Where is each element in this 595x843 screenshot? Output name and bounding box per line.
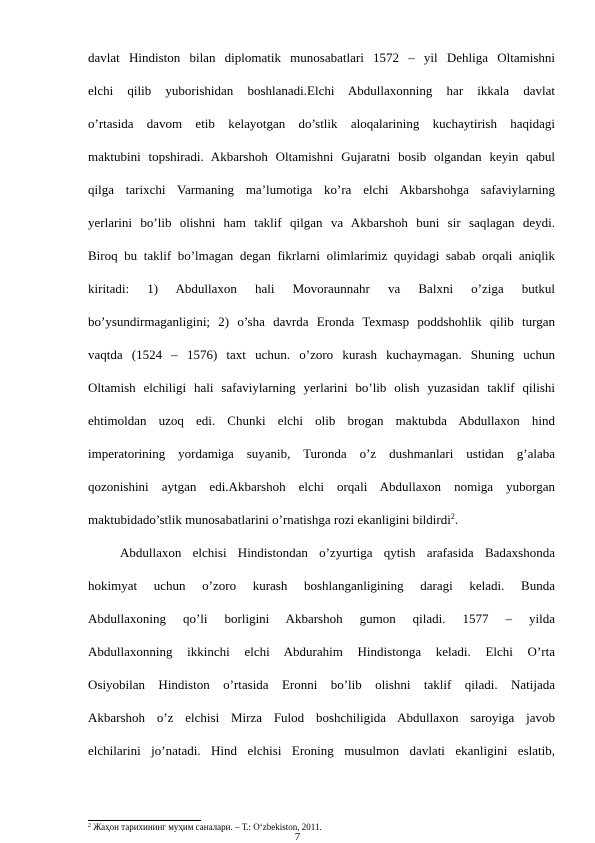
sentence-end: . xyxy=(454,512,459,527)
text-line: davlat Hindiston bilan diplomatik munosabatlari 1572 – yil Dehliga Oltamishni xyxy=(88,50,555,65)
paragraph-first-line: Abdullaxon elchisi Hindistondan o’zyurtiga qytish arafasida Badaxshonda xyxy=(120,545,555,560)
text-line: Akbarshoh o’z elchisi Mirza Fulod boshchiligida Abdullaxon saroyiga javob xyxy=(88,710,555,725)
text-line: imperatorining yordamiga suyanib, Turonda o’z dushmanlari ustidan g’alaba xyxy=(88,446,555,461)
footnote-separator xyxy=(88,820,201,821)
text-line: yerlarini bo’lib olishni ham taklif qilgan va Akbarshoh buni sir saqlagan deydi. xyxy=(88,215,555,230)
text-line: Oltamish elchiligi hali safaviylarning yerlarini bo’lib olish yuzasidan taklif qilishi xyxy=(88,380,555,395)
paragraph-end-line xyxy=(88,512,555,528)
text-line: maktubini topshiradi. Akbarshoh Oltamishni Gujaratni bosib olgandan keyin qabul xyxy=(88,149,555,164)
text-line: Abdullaxoning qo’li borligini Akbarshoh gumon qiladi. 1577 – yilda xyxy=(88,611,555,626)
text-span: maktubidado’stlik munosabatlarini o’rnatishga rozi ekanligini bildirdi xyxy=(88,512,451,527)
footnote-text: Жаҳон тарихининг муҳим саналари. – Т.: O‘zbekiston, 2011. xyxy=(91,822,322,832)
text-line: Biroq bu taklif bo’lmagan degan fikrlarni olimlarimiz quyidagi sabab orqali aniqlik xyxy=(88,248,555,263)
text-line: hokimyat uchun o’zoro kurash boshlanganligining daragi keladi. Bunda xyxy=(88,578,555,593)
footnote-reference[interactable]: 2 xyxy=(450,512,455,521)
text-line: qozonishini aytgan edi.Akbarshoh elchi orqali Abdullaxon nomiga yuborgan xyxy=(88,479,555,494)
text-line: bo’ysundirmaganligini; 2) o’sha davrda Eronda Texmasp poddshohlik qilib turgan xyxy=(88,314,555,329)
page-number: 7 xyxy=(294,831,301,843)
text-line: ehtimoldan uzoq edi. Chunki elchi olib brogan maktubda Abdullaxon hind xyxy=(88,413,555,428)
text-line: o’rtasida davom etib kelayotgan do’stlik aloqalarining kuchaytirish haqidagi xyxy=(88,116,555,131)
text-line: elchilarini jo’natadi. Hind elchisi Eroning musulmon davlati ekanligini eslatib, xyxy=(88,743,555,758)
text-line: kiritadi: 1) Abdullaxon hali Movoraunnahr va Balxni o’ziga butkul xyxy=(88,281,555,296)
text-line: qilga tarixchi Varmaning ma’lumotiga ko’ra elchi Akbarshohga safaviylarning xyxy=(88,182,555,197)
text-line: elchi qilib yuborishidan boshlanadi.Elchi Abdullaxonning har ikkala davlat xyxy=(88,83,555,98)
footnote-marker: 2 xyxy=(88,823,91,829)
text-line: Abdullaxonning ikkinchi elchi Abdurahim Hindistonga keladi. Elchi O’rta xyxy=(88,644,555,659)
text-line: Osiyobilan Hindiston o’rtasida Eronni bo’lib olishni taklif qiladi. Natijada xyxy=(88,677,555,692)
text-line: vaqtda (1524 – 1576) taxt uchun. o’zoro kurash kuchaymagan. Shuning uchun xyxy=(88,347,555,362)
